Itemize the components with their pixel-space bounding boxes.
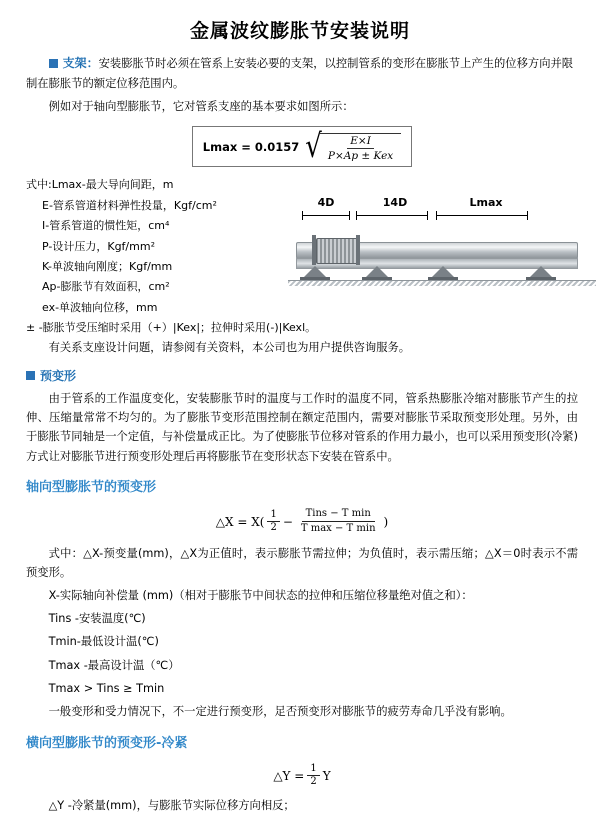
symbol-legend [26,175,317,338]
lmax-denominator: P×Ap ± Kex [327,150,394,163]
lmax-formula-label: Lmax = 0.0157 [202,139,300,154]
ground-hatching [288,280,596,286]
lateral-half-denominator: 2 [310,776,317,788]
dimension-label-14d: 14D [382,196,408,210]
axial-half-denominator: 2 [270,522,277,534]
axial-line-item: Tmax -最高设计温（℃） [48,658,180,672]
pre-deform-section-heading [26,367,578,385]
lateral-note-text: △Y -冷紧量(mm)，与膨胀节实际位移方向相反； [48,799,295,813]
dimension-line-4d [302,215,350,216]
support-triangle-icon [530,266,552,277]
axial-fraction-numerator: Tins − T min [302,508,375,523]
legend-item: E-管系管道材料弹性投量，Kgf/cm² [42,198,217,212]
axial-half-numerator: 1 [267,509,279,522]
axial-line-item: Tins -安装温度(℃) [48,612,146,625]
axial-section-heading: 轴向型膨胀节的预变形 [26,480,157,496]
legend-item: ± -膨胀节受压缩时采用（+）|Kex|；拉伸时采用(-)|Kexl。 [26,320,317,334]
axial-temperature-fraction [297,508,380,536]
axial-formula-inline [216,508,388,536]
lateral-section-heading: 横向型膨胀节的预变形-冷紧 [26,735,188,751]
lmax-numerator: E×I [347,135,374,149]
lateral-formula-rhs: Y [322,768,331,783]
lmax-formula [26,126,578,167]
axial-half-fraction [267,509,279,534]
blue-square-bullet-icon [49,59,58,68]
support-heading: 支架： [62,56,99,70]
sqrt-icon: √ [305,128,322,166]
legend-item: I-管系管道的惯性矩，cm⁴ [42,219,170,233]
legend-figure-row [26,175,578,338]
legend-item: P-设计压力，Kgf/mm² [42,239,155,253]
flange-right [356,235,360,265]
support-example-text: 例如对于轴向型膨胀节，它对管系支座的基本要求如图所示： [48,100,354,114]
legend-item: K-单波轴向刚度；Kgf/mm [42,259,173,273]
axial-formula-lhs: △X = X( [215,514,265,529]
support-anchor-4 [526,266,556,280]
support-triangle-icon [304,266,326,277]
support-anchor-2 [362,266,392,280]
pipe-illustration [288,222,578,294]
support-closing-text: 有关系支座设计问题，请参阅有关资料，本公司也为用户提供咨询服务。 [48,341,411,355]
dimension-line-14d [356,215,428,216]
pre-deform-heading-label: 预变形 [40,368,77,383]
legend-item: Ap-膨胀节有效面积，cm² [42,280,170,294]
axial-formula-rparen: ) [383,514,389,529]
document-page [0,16,600,813]
page-title: 金属波纹膨胀节安装说明 [189,20,410,42]
support-triangle-icon [366,266,388,277]
support-intro-text: 安装膨胀节时必须在管系上安装必要的支架，以控制管系的变形在膨胀节上产生的位移方向并限制在膨胀节的额定位移范围内。 [26,57,574,90]
axial-formula [26,508,578,536]
diagram-dimension-labels [288,195,578,209]
support-anchor-3 [428,266,458,280]
pre-deform-paragraph: 由于管系的工作温度变化，安装膨胀节时的温度与工作时的温度不同，管系热膨胀冷缩对膨胀节产生的拉伸、压缩量常常不均匀的。为了膨胀节变形范围控制在额定范围内，需要对膨胀节采取预变形处理。另外，由于膨胀节同轴是一个定值，与补偿量成正比。为了使膨胀节位移对管系的作用力最小，也可以采用预变形(冷紧)方式让对膨胀节进行预变形处理后再将膨胀节在变形状态下安装在管系中。 [26,391,578,463]
dimension-label-4d: 4D [317,196,335,210]
lateral-formula-inline [273,763,330,788]
axial-line-item: Tmax > Tins ≥ Tmin [48,681,165,695]
axial-closing-text: 一般变形和受力情况下，不一定进行预变形，足否预变形对膨胀节的疲劳寿命几乎没有影响。 [48,705,512,719]
axial-line-item: Tmin-最低设计温(℃) [48,635,159,649]
support-anchor-1 [300,266,330,280]
dimension-line-lmax [436,215,528,216]
pipe-support-diagram [284,175,578,294]
axial-fraction-denominator: T max − T min [300,523,376,535]
legend-item: 式中:Lmax-最大导向间距，m [26,178,174,192]
lateral-half-numerator: 1 [307,763,319,776]
axial-minus-sign: − [282,514,293,529]
blue-square-bullet-icon [26,371,35,380]
legend-item: ex-单波轴向位移，mm [42,300,158,314]
lateral-half-fraction [307,763,319,788]
axial-line-item: X-实际轴向补偿量 (mm)（相对于膨胀节中间状态的拉伸和压缩位移量绝对值之和）： [48,588,473,602]
document-body [0,53,600,817]
flange-left [312,235,316,265]
support-triangle-icon [432,266,454,277]
support-intro-paragraph [26,53,578,93]
lmax-formula-box [192,126,412,167]
axial-note-text: 式中：△X-预变量(mm)，△X为正值时，表示膨胀节需拉伸；为负值时，表示需压缩；△X＝0时表示不需预变形。 [26,546,578,580]
bellows-expansion-joint-icon [316,238,358,264]
lateral-formula-lhs: △Y = [273,768,305,783]
lateral-formula [26,763,578,788]
lmax-fraction [320,133,401,162]
dimension-lines [288,210,578,220]
dimension-label-lmax: Lmax [469,196,503,210]
lmax-sqrt [305,128,401,166]
